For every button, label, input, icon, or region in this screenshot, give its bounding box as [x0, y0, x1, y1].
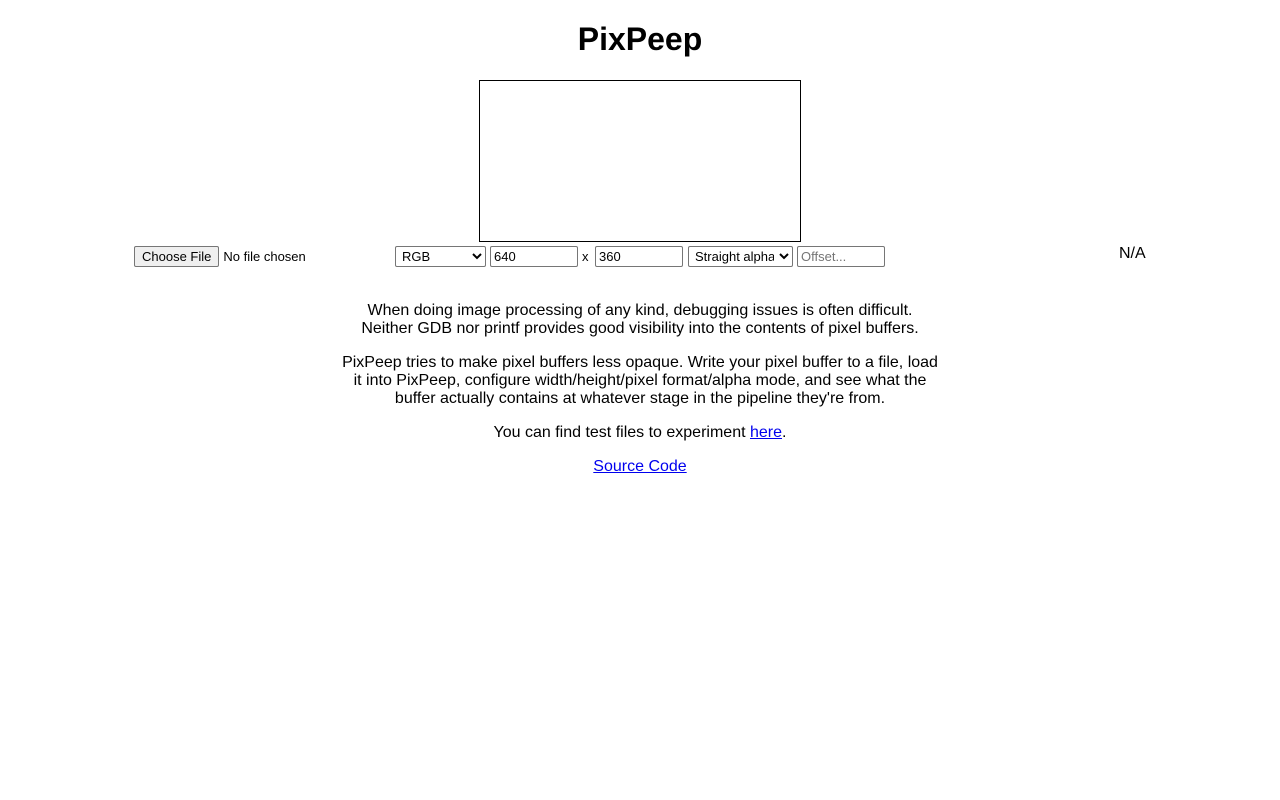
purpose-paragraph: PixPeep tries to make pixel buffers less opaque. Write your pixel buffer to a file, load it into PixPeep, configure width/height/pixel format/alpha mode, and see what the buffer actually contains at whatever stage in the pipeline they're from.: [342, 354, 938, 407]
page-title: PixPeep: [577, 21, 703, 57]
file-status-text: No file chosen: [223, 249, 306, 264]
image-canvas[interactable]: [479, 80, 801, 242]
offset-input[interactable]: [797, 246, 885, 267]
description: [0, 302, 1280, 492]
intro-paragraph: [0, 302, 1280, 338]
pixel-value-readout: N/A: [1119, 245, 1146, 262]
height-input[interactable]: [595, 246, 683, 267]
alpha-mode-select[interactable]: [688, 246, 793, 267]
test-files-period: .: [782, 424, 787, 441]
intro-line-1: When doing image processing of any kind, debugging issues is often difficult.: [367, 302, 913, 319]
test-files-text: You can find test files to experiment: [493, 424, 750, 441]
file-picker[interactable]: [134, 246, 306, 267]
intro-line-2: Neither GDB nor printf provides good visibility into the contents of pixel buffers.: [361, 320, 919, 337]
width-input[interactable]: [490, 246, 578, 267]
pixel-format-select[interactable]: [395, 246, 486, 267]
test-files-paragraph: [0, 424, 1280, 442]
source-paragraph: [0, 458, 1280, 476]
choose-file-button[interactable]: Choose File: [134, 246, 219, 267]
test-files-link[interactable]: here: [749, 424, 783, 441]
dimension-separator: x: [582, 249, 589, 264]
source-code-link[interactable]: Source Code: [593, 458, 687, 475]
